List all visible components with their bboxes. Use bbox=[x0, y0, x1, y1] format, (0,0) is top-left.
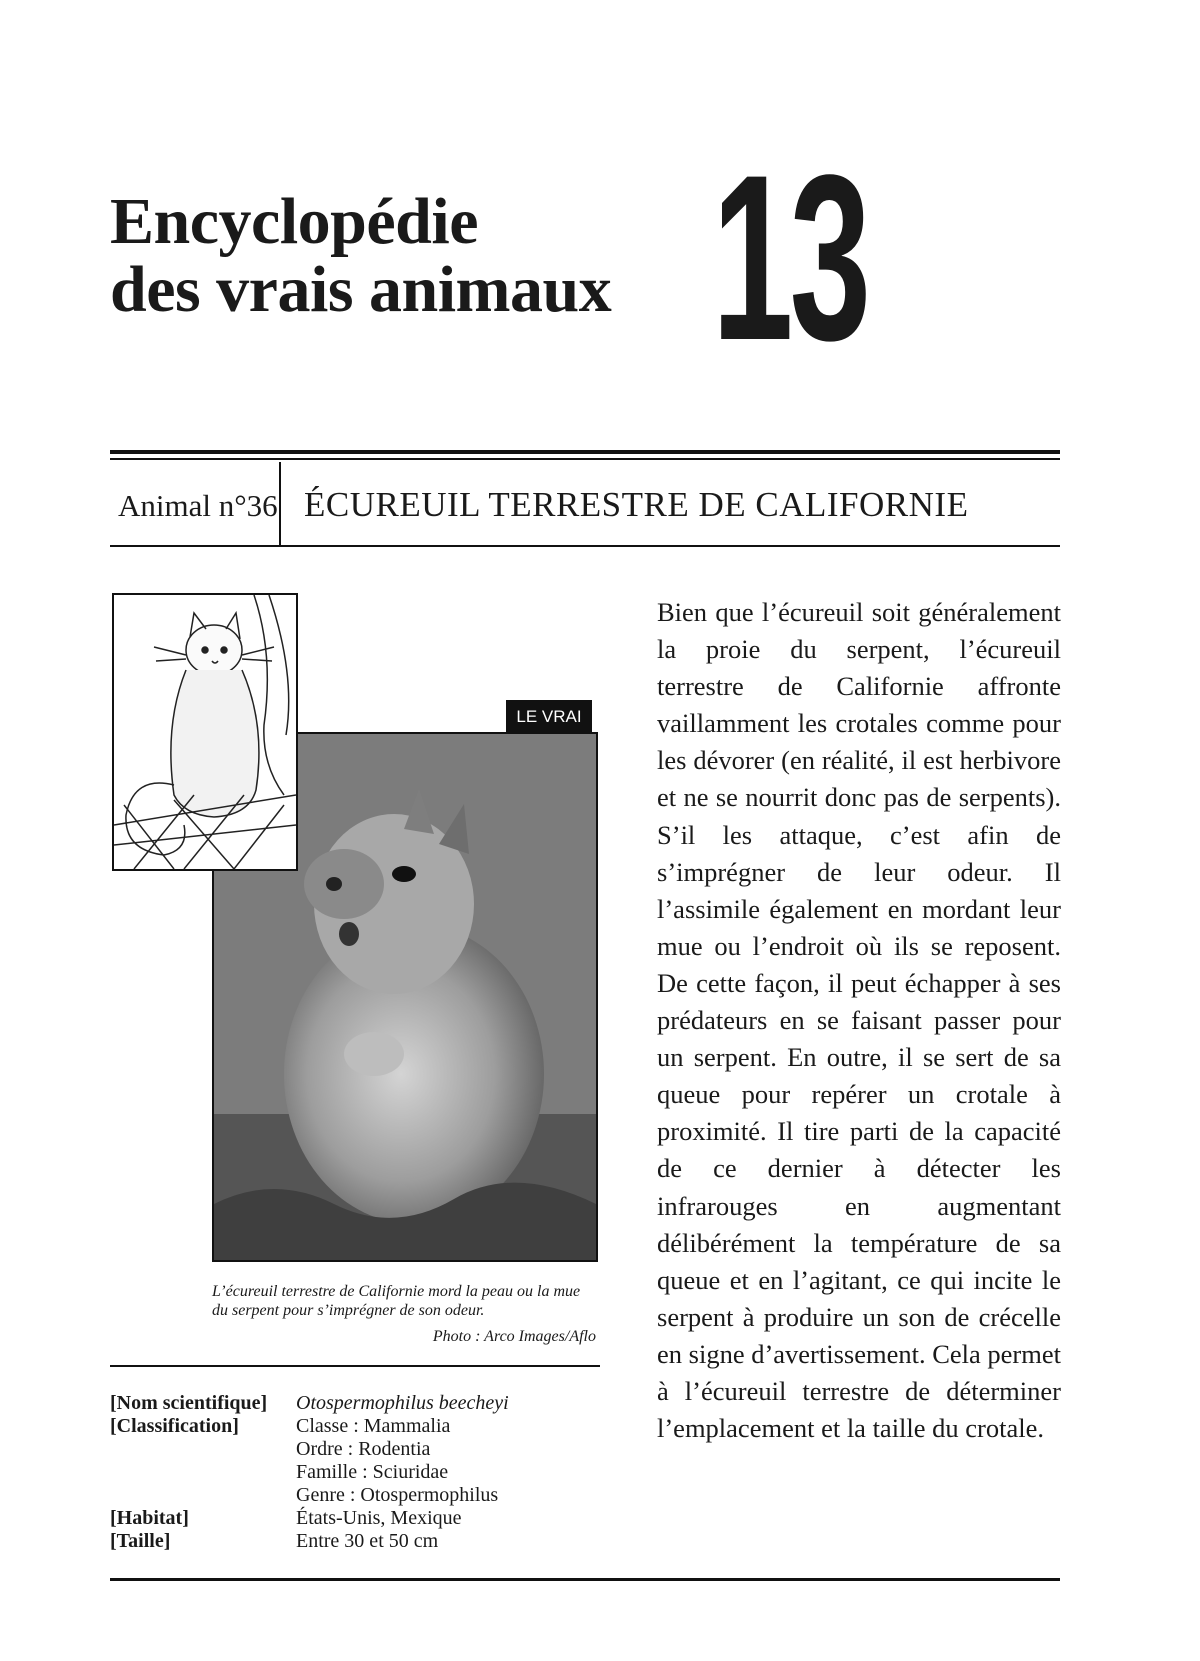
habitat-value: États-Unis, Mexique bbox=[296, 1507, 462, 1529]
volume-number: 13 bbox=[712, 126, 868, 390]
page-title bbox=[110, 185, 612, 326]
squirrel-sketch-icon bbox=[114, 595, 296, 869]
classification-family: Famille : Sciuridae bbox=[296, 1461, 449, 1483]
classification-class: Classe : Mammalia bbox=[296, 1415, 451, 1437]
photo-caption: L’écureuil terrestre de Californie mord la peau ou la mue du serpent pour s’imprégner de son odeur. bbox=[212, 1283, 581, 1319]
article-body: Bien que l’écureuil soit généralement la proie du serpent, l’écureuil terrestre de Californie affronte vaillamment les crotales comme pour les dévorer (en réalité, il est herbivore et ne se nourrit donc pas de serpents). S’il les attaque, c’est afin de s’imprégner de leur odeur. Il l’assimile également en mordant leur mue ou l’endroit où ils se reposent. De cette façon, il peut échapper à ses prédateurs en se faisant passer pour un serpent. En outre, il se sert de sa queue pour repérer un crotale à proximité. Il tire parti de la capacité de ce dernier à détecter les infrarouges en augmentant délibérément la température de sa queue et en l’agitant, ce qui incite le serpent à produire un son de crécelle en signe d’avertissement. Cela permet à l’écureuil terrestre de déterminer l’emplacement et la taille du crotale. bbox=[657, 597, 1061, 1444]
le-vrai-badge: LE VRAI bbox=[506, 700, 592, 733]
page-bottom-rule bbox=[110, 1578, 1060, 1581]
scientific-name: Otospermophilus beecheyi bbox=[296, 1392, 509, 1414]
animal-number: Animal n°36 bbox=[118, 488, 278, 523]
habitat-label: [Habitat] bbox=[110, 1507, 189, 1529]
scientific-name-label: [Nom scientifique] bbox=[110, 1392, 268, 1414]
size-value: Entre 30 et 50 cm bbox=[296, 1530, 439, 1552]
header-double-rule bbox=[110, 450, 1060, 460]
manga-sketch bbox=[112, 593, 298, 871]
classification-order: Ordre : Rodentia bbox=[296, 1438, 431, 1460]
classification-label: [Classification] bbox=[110, 1415, 239, 1437]
header-divider bbox=[279, 462, 281, 546]
facts-top-rule bbox=[110, 1365, 600, 1367]
header-bottom-rule bbox=[110, 545, 1060, 547]
animal-name: ÉCUREUIL TERRESTRE DE CALIFORNIE bbox=[304, 485, 969, 524]
photo-credit: Photo : Arco Images/Aflo bbox=[432, 1328, 596, 1345]
title-line-1: Encyclopédie bbox=[110, 185, 478, 258]
size-label: [Taille] bbox=[110, 1530, 171, 1552]
classification-genus: Genre : Otospermophilus bbox=[296, 1484, 499, 1506]
title-line-2: des vrais animaux bbox=[110, 253, 612, 326]
